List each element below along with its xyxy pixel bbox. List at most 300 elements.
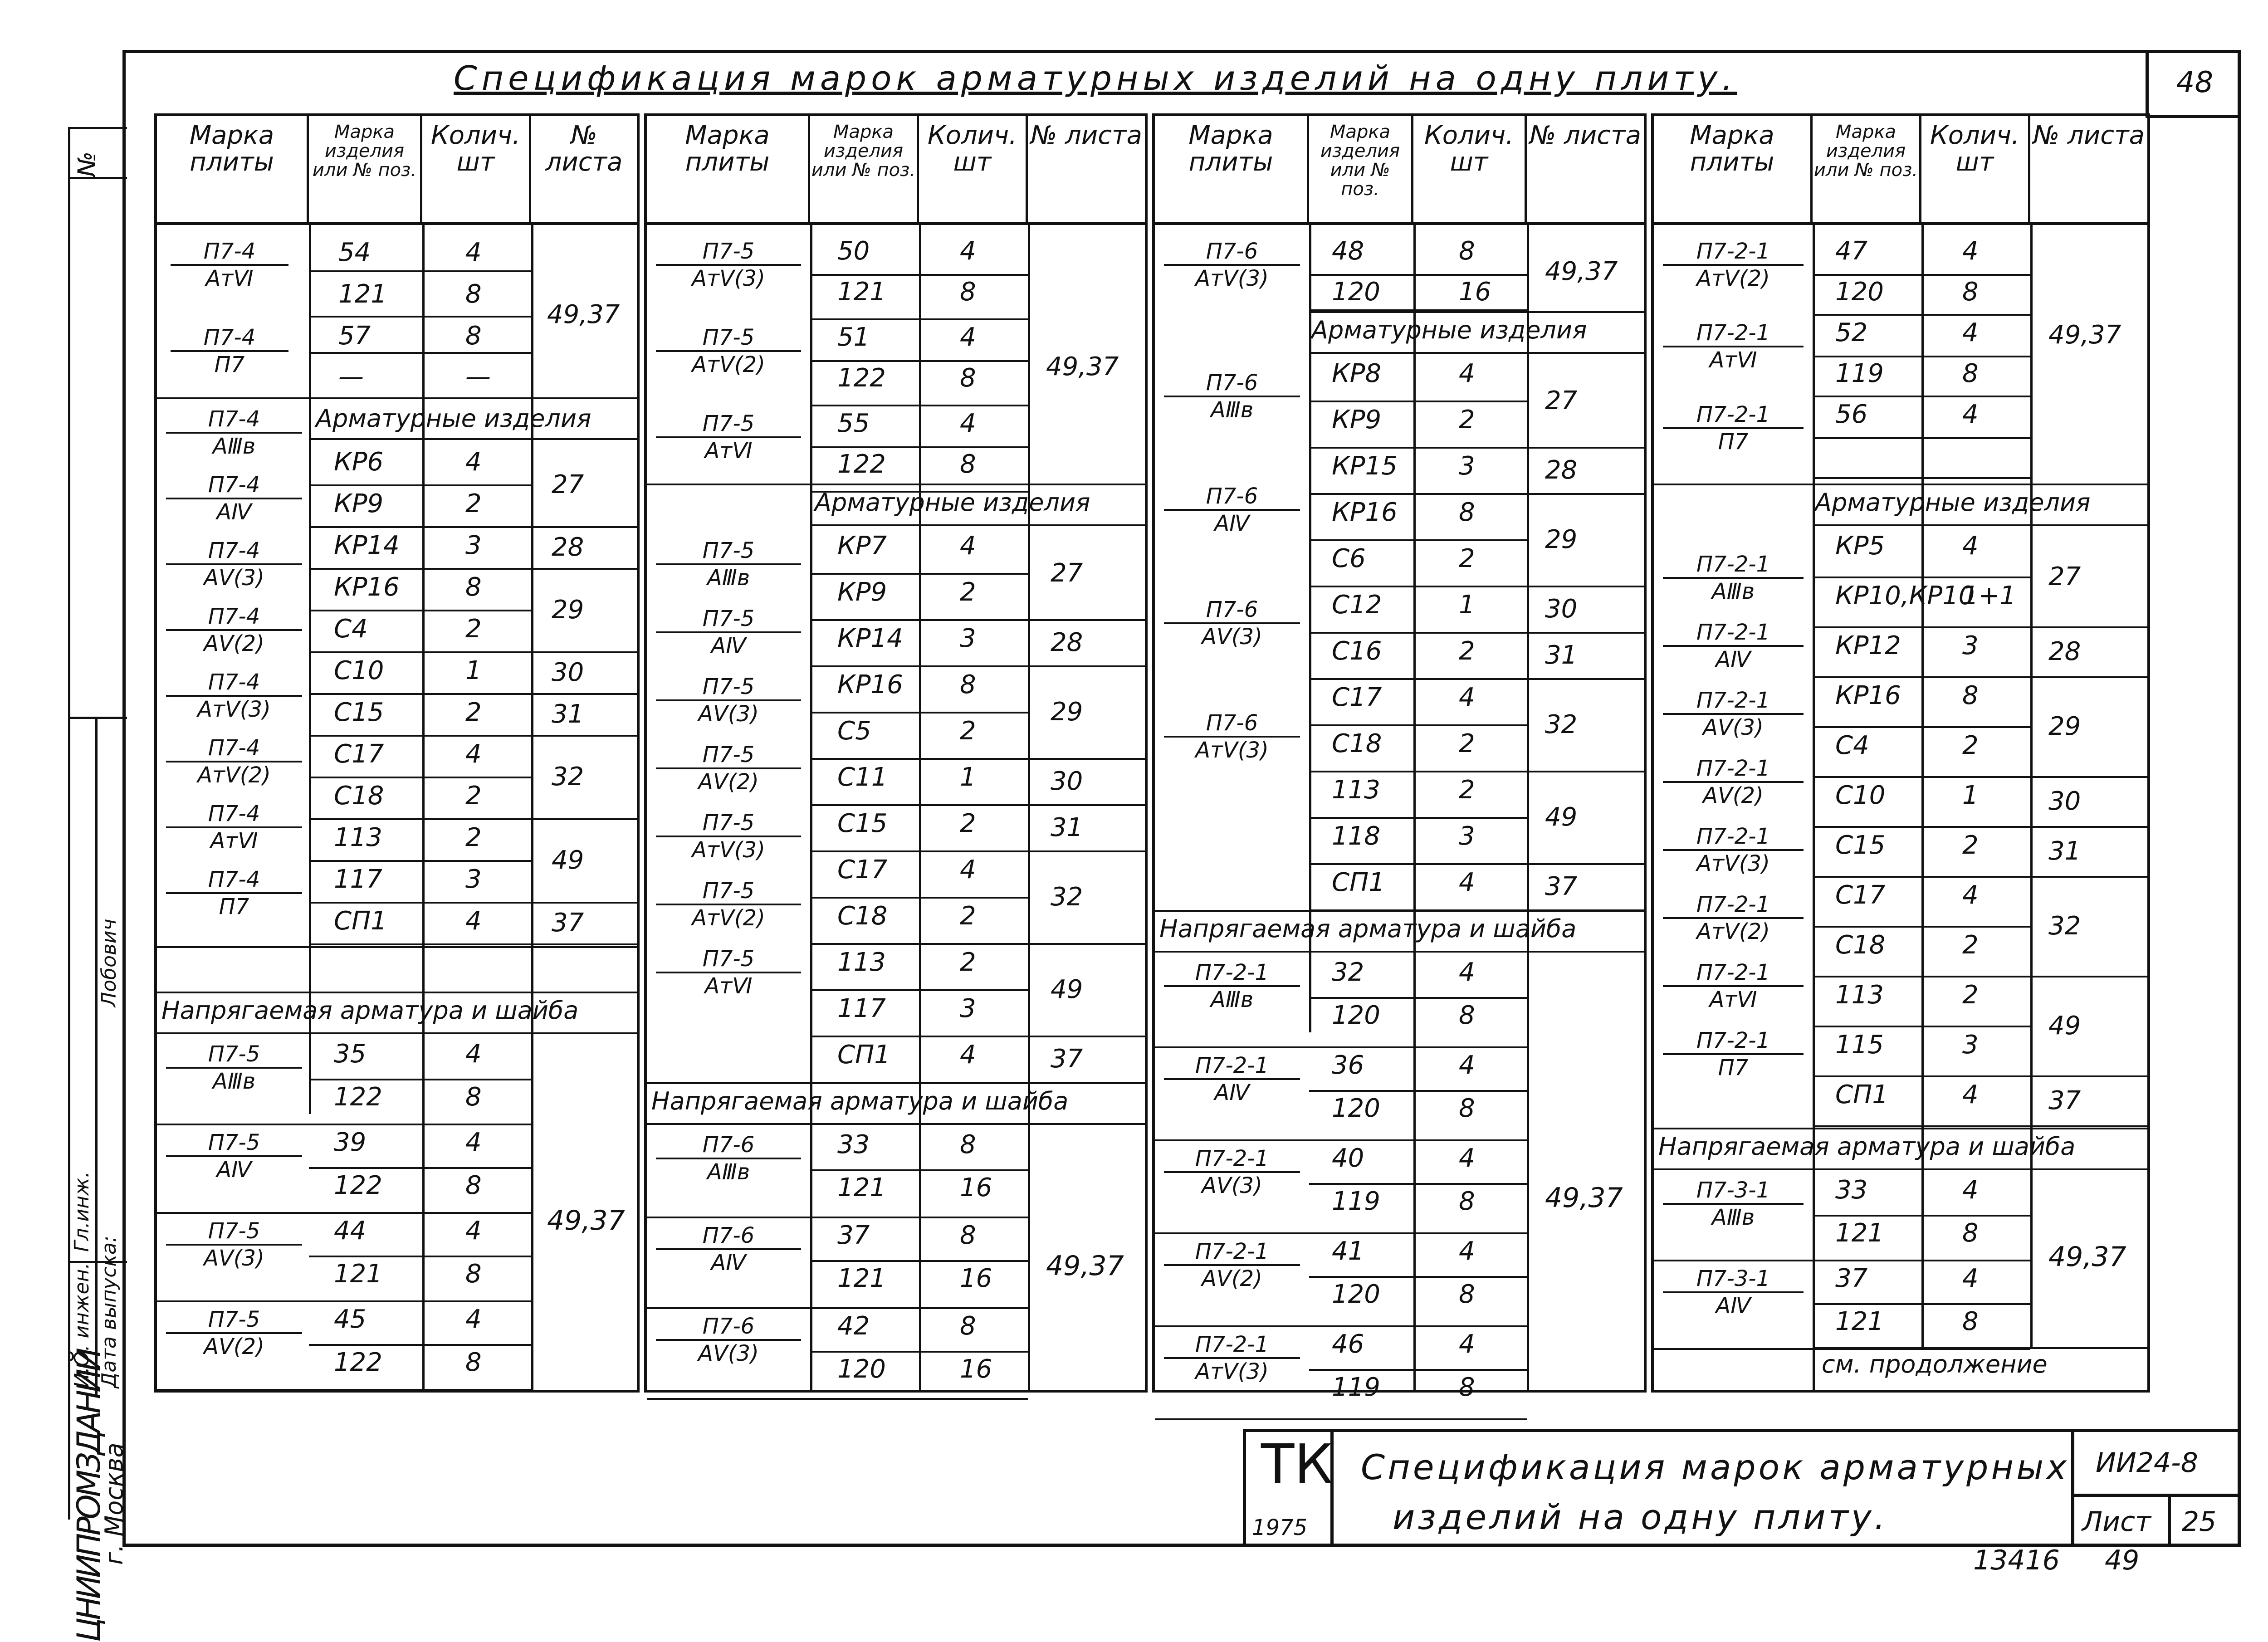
row-divider — [1813, 726, 2030, 728]
item-mark: 122 — [334, 1171, 382, 1200]
row-divider — [2030, 1125, 2147, 1127]
item-qty: 4 — [465, 1216, 482, 1246]
spec-table-4 — [1651, 113, 2150, 1393]
plate-mark: П7-6 АⅣ — [656, 1223, 801, 1275]
plate-mark: П7-2-1 АⅤ(2) — [1164, 1239, 1300, 1291]
row-divider — [309, 860, 531, 862]
sheet-ref: 32 — [552, 762, 584, 792]
item-mark: 35 — [334, 1039, 367, 1069]
sheet-ref: 31 — [552, 699, 584, 729]
title-block — [1243, 1429, 2241, 1547]
footer-page: 49 — [2105, 1544, 2140, 1576]
row-divider — [1155, 1046, 1527, 1048]
table-header — [647, 116, 1145, 225]
footer-number: 13416 — [1973, 1544, 2060, 1576]
page-title: Спецификация марок арматурных изделий на одну плиту. — [454, 59, 1737, 98]
item-qty: 1+1 — [1962, 581, 2016, 611]
sheet-ref: 28 — [1051, 628, 1083, 657]
row-divider — [1527, 447, 1644, 449]
sheet-ref: 29 — [1545, 525, 1578, 554]
row-divider — [309, 484, 531, 486]
row-divider — [1813, 1075, 2030, 1077]
item-mark: 45 — [334, 1305, 367, 1334]
plate-mark: П7-6 АⅤ(3) — [656, 1314, 801, 1366]
item-qty: 8 — [960, 1130, 976, 1159]
row-divider — [531, 568, 637, 570]
item-mark: С16 — [1332, 636, 1382, 666]
item-mark: 113 — [1332, 775, 1380, 805]
header-qty: Колич. шт — [1921, 116, 2030, 222]
row-divider — [531, 943, 637, 945]
item-mark: КР9 — [334, 489, 384, 518]
item-mark: 120 — [1835, 277, 1884, 307]
item-qty: 3 — [1962, 631, 1979, 660]
item-mark: 117 — [334, 865, 382, 894]
item-qty: 8 — [1962, 277, 1979, 307]
plate-mark: П7-4 АⅤ(3) — [166, 538, 302, 591]
item-qty: 2 — [1459, 636, 1475, 666]
item-qty: 4 — [1962, 1175, 1979, 1205]
plate-mark: П7-5 АⅢв — [166, 1041, 302, 1094]
section-prestressed: Напрягаемая арматура и шайба — [1658, 1132, 2076, 1161]
item-qty: — — [465, 362, 491, 391]
item-qty: 8 — [960, 670, 976, 699]
row-divider — [309, 610, 531, 611]
sheet-ref: 32 — [2048, 911, 2081, 941]
item-qty: 8 — [465, 1348, 482, 1377]
header-sheet: № листа — [1031, 121, 1142, 150]
item-qty: 4 — [1459, 1329, 1475, 1359]
item-qty: 2 — [1459, 544, 1475, 573]
plate-mark: П7-5 АⅤ(3) — [656, 674, 801, 727]
row-divider — [1813, 976, 2030, 977]
sheet-number: 48 — [2146, 50, 2241, 118]
header-sheet: № листа — [1530, 121, 1641, 150]
row-divider — [810, 1169, 1028, 1171]
item-mark: С10 — [334, 656, 384, 685]
item-mark: 37 — [837, 1221, 870, 1250]
item-qty: 4 — [960, 323, 976, 352]
section-prestressed: Напрягаемая арматура и шайба — [651, 1087, 1069, 1115]
row-divider — [810, 712, 1028, 713]
item-mark: 122 — [334, 1348, 382, 1377]
item-qty: 4 — [960, 1040, 976, 1070]
plate-mark: П7-5 АⅣ — [166, 1130, 302, 1183]
sheet-ref: 49 — [1051, 975, 1083, 1004]
row-divider — [1813, 1125, 2030, 1127]
plate-mark: П7-2-1 АтⅥ — [1663, 960, 1804, 1012]
item-mark: КР16 — [334, 572, 400, 602]
row-divider — [810, 989, 1028, 991]
row-divider — [1813, 274, 2030, 276]
plate-mark: П7-3-1 АⅢв — [1663, 1178, 1804, 1230]
item-mark: 41 — [1332, 1236, 1364, 1266]
sheet-ref: 49,37 — [1046, 1250, 1124, 1282]
row-divider — [2030, 626, 2147, 628]
item-qty: 8 — [1459, 236, 1475, 266]
sheet-ref: 30 — [2048, 787, 2081, 816]
item-qty: 8 — [1962, 1218, 1979, 1248]
section-prestressed: Напрягаемая арматура и шайба — [1159, 914, 1577, 943]
item-mark: КР10,КР10 — [1835, 581, 1975, 611]
item-mark: 113 — [334, 823, 382, 852]
plate-mark: П7-4 АⅤ(2) — [166, 604, 302, 656]
item-qty: 4 — [465, 447, 482, 477]
sheet-ref: 29 — [552, 595, 584, 625]
row-divider — [1527, 493, 1644, 495]
row-divider — [531, 818, 637, 820]
row-divider — [1309, 1276, 1527, 1278]
sheet-ref: 27 — [2048, 562, 2081, 591]
row-divider — [1028, 804, 1145, 806]
plate-mark: П7-6 АⅢв — [1164, 370, 1300, 423]
item-mark: 32 — [1332, 958, 1364, 987]
row-divider — [810, 446, 1028, 448]
item-mark: 47 — [1835, 236, 1868, 266]
header-qty: Колич. шт — [919, 116, 1028, 222]
plate-mark: П7-2-1 АтⅤ(2) — [1663, 892, 1804, 944]
sheet-value: 25 — [2182, 1506, 2217, 1538]
row-divider — [647, 1217, 1028, 1218]
item-qty: 3 — [960, 994, 976, 1023]
doc-code: ИИ24-8 — [2096, 1447, 2198, 1479]
sheet-ref: 49 — [1545, 802, 1578, 832]
item-mark: КР14 — [837, 624, 903, 653]
row-divider — [810, 665, 1028, 667]
item-mark: КР8 — [1332, 359, 1382, 388]
table-header — [1155, 116, 1644, 225]
item-qty: 8 — [1962, 359, 1979, 388]
item-qty: 2 — [465, 489, 482, 518]
item-mark: КР15 — [1332, 451, 1398, 481]
sheet-ref: 32 — [1051, 882, 1083, 912]
row-divider — [531, 526, 637, 528]
plate-mark: П7-5 АтⅤ(3) — [656, 810, 801, 863]
header-mark-item: Марка изделия или № поз. — [1813, 116, 1921, 222]
sheet-ref: 49 — [2048, 1011, 2081, 1041]
item-mark: 37 — [1835, 1264, 1868, 1293]
sheet-ref: 37 — [2048, 1086, 2081, 1115]
item-qty: 4 — [960, 531, 976, 561]
sheet-ref: 49,37 — [2048, 1241, 2126, 1273]
row-divider — [1309, 724, 1527, 726]
item-qty: 3 — [1459, 451, 1475, 481]
item-mark: 33 — [837, 1130, 870, 1159]
row-divider — [309, 1079, 531, 1080]
row-divider — [1309, 997, 1527, 999]
row-divider — [309, 526, 531, 528]
item-qty: 3 — [960, 624, 976, 653]
item-qty: 4 — [1459, 1051, 1475, 1080]
item-qty: 4 — [465, 739, 482, 769]
plate-mark: П7-6 АⅣ — [1164, 484, 1300, 536]
plate-mark: П7-5 АтⅤ(2) — [656, 325, 801, 377]
plate-mark: П7-4 АтⅤ(2) — [166, 735, 302, 788]
row-divider — [309, 693, 531, 695]
sheet-ref: 27 — [1051, 558, 1083, 588]
item-mark: С12 — [1332, 590, 1382, 620]
item-mark: СП1 — [1835, 1080, 1888, 1109]
row-divider — [810, 360, 1028, 362]
row-divider — [1813, 676, 2030, 678]
item-qty: 8 — [960, 277, 976, 307]
item-qty: 8 — [465, 1171, 482, 1200]
item-qty: 8 — [1962, 681, 1979, 710]
plate-mark: П7-5 АтⅤ(2) — [656, 878, 801, 931]
item-mark: С10 — [1835, 781, 1886, 810]
item-qty: 8 — [1459, 1373, 1475, 1402]
item-mark: КР9 — [837, 577, 887, 607]
item-mark: 121 — [1835, 1218, 1884, 1248]
sheet-ref: 49,37 — [2048, 320, 2121, 350]
sheet-ref: 37 — [552, 908, 584, 938]
item-qty: 2 — [1459, 405, 1475, 435]
row-divider — [531, 651, 637, 653]
row-divider — [647, 1398, 1028, 1400]
item-mark: СП1 — [1332, 868, 1385, 897]
item-qty: 2 — [1962, 980, 1979, 1010]
item-mark: КР6 — [334, 447, 384, 477]
item-mark: С15 — [837, 809, 888, 838]
plate-mark: П7-2-1 АтⅤ(3) — [1164, 1332, 1300, 1384]
item-mark: КР9 — [1332, 405, 1382, 435]
row-divider — [2030, 976, 2147, 977]
header-mark-plate: Марка плиты — [157, 116, 309, 222]
row-divider — [1028, 1036, 1145, 1037]
item-mark: 44 — [334, 1216, 367, 1246]
item-qty: 8 — [465, 572, 482, 602]
row-divider — [1527, 586, 1644, 587]
row-divider — [1309, 493, 1527, 495]
row-divider — [1309, 863, 1527, 865]
spec-table-2 — [644, 113, 1148, 1393]
plate-mark: П7-5 АⅤ(2) — [656, 742, 801, 795]
item-mark: КР12 — [1835, 631, 1901, 660]
plate-mark: П7-2-1 П7 — [1663, 402, 1804, 454]
row-divider — [1813, 396, 2030, 397]
row-divider — [1309, 1090, 1527, 1092]
header-qty: Колич. шт — [1413, 116, 1527, 222]
row-divider — [309, 735, 531, 737]
side-stamp — [68, 127, 128, 1642]
item-mark: 42 — [837, 1311, 870, 1341]
plate-mark: П7-2-1 П7 — [1663, 1028, 1804, 1080]
item-qty: 8 — [465, 1259, 482, 1289]
row-divider — [1309, 447, 1527, 449]
item-qty: 4 — [1962, 531, 1979, 561]
item-mark: 121 — [837, 1264, 886, 1293]
item-qty: 4 — [960, 236, 976, 266]
item-mark: 51 — [837, 323, 870, 352]
item-qty: 4 — [1459, 683, 1475, 712]
item-qty: 2 — [960, 809, 976, 838]
item-qty: 16 — [960, 1173, 992, 1202]
row-divider — [810, 758, 1028, 760]
plate-mark: П7-6 АтⅤ(3) — [1164, 710, 1300, 763]
row-divider — [2030, 876, 2147, 878]
item-mark: С5 — [837, 716, 871, 746]
item-mark: С17 — [334, 739, 384, 769]
row-divider — [1155, 1418, 1527, 1420]
row-divider — [2030, 776, 2147, 778]
chief-label: Гл.инж. — [70, 1171, 93, 1252]
row-divider — [309, 902, 531, 904]
item-qty: 8 — [1962, 1307, 1979, 1336]
row-divider — [2030, 826, 2147, 828]
item-qty: 4 — [1459, 868, 1475, 897]
sheet-ref: 49 — [552, 845, 584, 875]
plate-mark: П7-5 АⅢв — [656, 538, 801, 591]
item-mark: 121 — [334, 1259, 382, 1289]
sheet-ref: 30 — [1545, 594, 1578, 624]
row-divider — [1028, 850, 1145, 852]
item-qty: 4 — [465, 1039, 482, 1069]
item-mark: КР7 — [837, 531, 887, 561]
sheet-ref: 31 — [1051, 813, 1083, 842]
row-divider — [531, 735, 637, 737]
item-mark: СП1 — [334, 906, 387, 936]
item-qty: 8 — [1459, 498, 1475, 527]
item-mark: 46 — [1332, 1329, 1364, 1359]
row-divider — [1813, 926, 2030, 928]
item-qty: 4 — [1962, 318, 1979, 347]
sheet-ref: 30 — [1051, 767, 1083, 796]
row-divider — [157, 1212, 531, 1214]
spec-table-1 — [154, 113, 640, 1393]
row-divider — [1813, 1215, 2030, 1217]
plate-mark: П7-2-1 АⅣ — [1164, 1053, 1300, 1105]
row-divider — [810, 619, 1028, 621]
item-mark: КР5 — [1835, 531, 1885, 561]
item-qty: 2 — [465, 698, 482, 727]
item-mark: 119 — [1835, 359, 1884, 388]
item-qty: 4 — [1459, 1236, 1475, 1266]
header-mark-item: Марка изделия или № поз. — [309, 116, 422, 222]
item-mark: 57 — [338, 321, 371, 351]
item-qty: 4 — [960, 855, 976, 885]
engineer-label: И.О. инжен. — [70, 1262, 93, 1388]
organization: ЦНИИПРОМЗДАНИЙ — [70, 1350, 108, 1642]
sheet-ref: 49,37 — [547, 300, 620, 329]
item-mark: 122 — [334, 1082, 382, 1112]
row-divider — [1813, 1303, 2030, 1305]
item-qty: 2 — [1962, 731, 1979, 760]
sheet-ref: 28 — [2048, 637, 2081, 666]
item-qty: 4 — [1459, 359, 1475, 388]
item-mark: 120 — [1332, 1094, 1380, 1123]
item-mark: 120 — [1332, 1001, 1380, 1030]
item-mark: 113 — [837, 948, 886, 977]
plate-mark: П7-2-1 АⅢв — [1164, 960, 1300, 1012]
row-divider — [1654, 1260, 2030, 1261]
item-qty: 2 — [1962, 831, 1979, 860]
header-mark-plate: Марка плиты — [1155, 116, 1309, 222]
row-divider — [1309, 678, 1527, 680]
sheet-ref: 37 — [1051, 1044, 1083, 1074]
item-mark: С17 — [837, 855, 888, 885]
item-mark: С11 — [837, 762, 888, 792]
item-qty: 8 — [1459, 1001, 1475, 1030]
item-qty: 1 — [960, 762, 976, 792]
item-mark: 113 — [1835, 980, 1884, 1010]
item-qty: 8 — [960, 363, 976, 393]
plate-mark: П7-4 АⅢв — [166, 406, 302, 459]
item-mark: 121 — [837, 1173, 886, 1202]
item-mark: 56 — [1835, 400, 1868, 429]
plate-mark: П7-4 П7 — [166, 867, 302, 919]
item-qty: 8 — [960, 450, 976, 479]
section-rebar-items: Арматурные изделия — [1311, 316, 1587, 344]
plate-mark: П7-5 АтⅥ — [656, 946, 801, 999]
sheet-ref: 28 — [552, 533, 584, 562]
sheet-ref: 31 — [1545, 640, 1578, 670]
section-rebar-items: Арматурные изделия — [1815, 488, 2091, 517]
item-mark: 120 — [1332, 277, 1380, 307]
row-divider — [810, 573, 1028, 575]
item-qty: 8 — [1459, 1094, 1475, 1123]
plate-mark: П7-5 АтⅥ — [656, 411, 801, 464]
row-divider — [1028, 619, 1145, 621]
item-qty: 2 — [1962, 930, 1979, 960]
row-divider — [810, 943, 1028, 945]
row-divider — [309, 818, 531, 820]
row-divider — [810, 318, 1028, 320]
item-mark: С6 — [1332, 544, 1366, 573]
item-qty: 16 — [1459, 277, 1491, 307]
item-qty: 4 — [1962, 236, 1979, 266]
item-mark: 121 — [837, 277, 886, 307]
item-qty: 3 — [1459, 821, 1475, 851]
plate-mark: П7-6 АтⅤ(3) — [1164, 239, 1300, 291]
row-divider — [810, 897, 1028, 899]
item-mark: КР16 — [837, 670, 903, 699]
item-mark: 122 — [837, 363, 886, 393]
item-mark: С15 — [334, 698, 384, 727]
item-mark: 54 — [338, 238, 371, 267]
item-qty: 8 — [1459, 1187, 1475, 1216]
row-divider — [2030, 676, 2147, 678]
row-divider — [1813, 314, 2030, 316]
row-divider — [1813, 1026, 2030, 1027]
row-divider — [810, 1260, 1028, 1262]
item-qty: 2 — [960, 577, 976, 607]
row-divider — [1309, 1369, 1527, 1371]
row-divider — [1309, 632, 1527, 634]
row-divider — [309, 1167, 531, 1169]
item-qty: 2 — [1459, 729, 1475, 758]
plate-mark: П7-2-1 АⅢв — [1663, 552, 1804, 604]
section-prestressed: Напрягаемая арматура и шайба — [161, 996, 579, 1025]
row-divider — [810, 804, 1028, 806]
item-mark: 120 — [1332, 1280, 1380, 1309]
sheet-ref: 32 — [1545, 710, 1578, 739]
tk-year: 1975 — [1252, 1515, 1308, 1540]
plate-mark: П7-2-1 АⅤ(2) — [1663, 756, 1804, 808]
item-mark: СП1 — [837, 1040, 890, 1070]
item-qty: 4 — [1962, 1080, 1979, 1109]
item-mark: 118 — [1332, 821, 1380, 851]
item-mark: С15 — [1835, 831, 1886, 860]
item-qty: 16 — [960, 1354, 992, 1384]
plate-mark: П7-5 АⅤ(3) — [166, 1218, 302, 1271]
item-mark: КР16 — [1835, 681, 1901, 710]
plate-mark: П7-5 АⅣ — [656, 606, 801, 659]
doc-name-line2: изделий на одну плиту. — [1393, 1497, 1888, 1537]
sheet-ref: 27 — [1545, 386, 1578, 415]
row-divider — [1028, 758, 1145, 760]
item-mark: С18 — [1835, 930, 1886, 960]
engineer-name: Лобович — [98, 919, 121, 1007]
